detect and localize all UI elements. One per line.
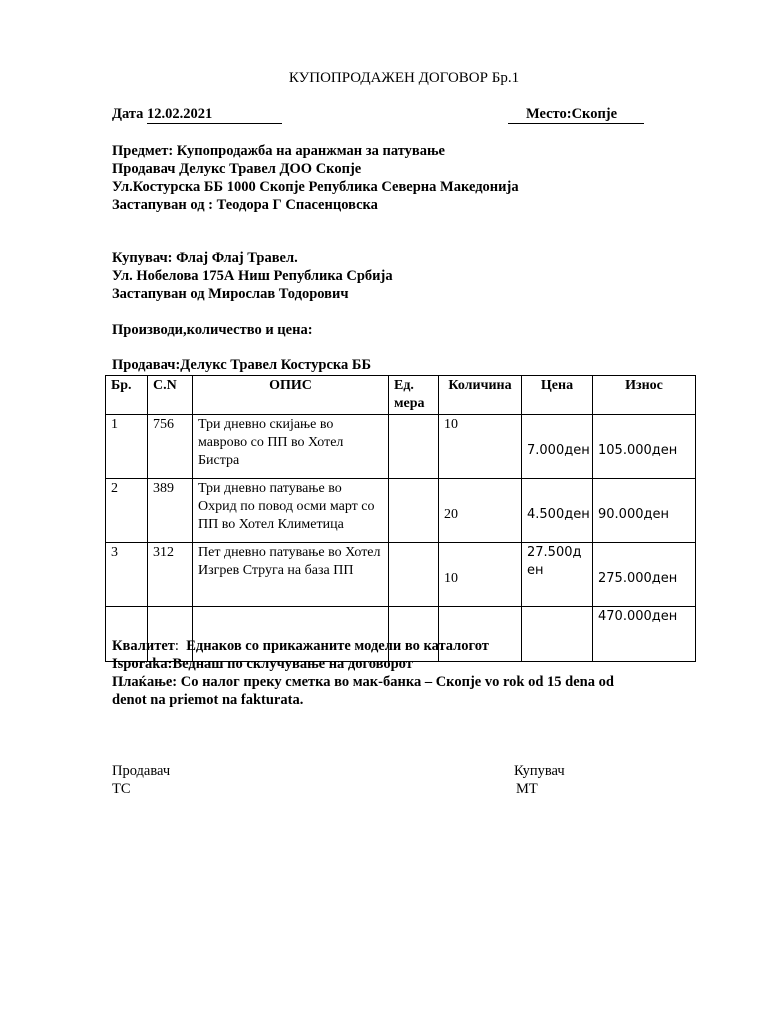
- buyer-signature-initials: МТ: [516, 781, 538, 797]
- header-description: ОПИС: [193, 376, 389, 415]
- place-label: Место:: [526, 106, 572, 122]
- header-no: Бр.: [106, 376, 148, 415]
- row-quantity: 20: [439, 479, 522, 543]
- seller-name: Продавач Делукс Травел ДОО Скопје: [112, 161, 362, 177]
- row-no: 1: [106, 415, 148, 479]
- buyer-signature-label: Купувач: [514, 763, 565, 779]
- delivery-label: Isporaka:: [112, 656, 173, 672]
- seller-signature-label: Продавач: [112, 763, 171, 779]
- seller-signature-initials: ТС: [112, 781, 131, 797]
- date-value: 12.02.2021: [147, 106, 282, 124]
- row-amount: 275.000ден: [593, 543, 696, 607]
- row-cn: 312: [148, 543, 193, 607]
- row-amount: 105.000ден: [593, 415, 696, 479]
- row-cn: 389: [148, 479, 193, 543]
- subject-line: Предмет: Купопродажба на аранжман за патување: [112, 143, 445, 159]
- row-price: 4.500ден: [522, 479, 593, 543]
- header-unit: Ед. мера: [389, 376, 439, 415]
- table-row: [106, 479, 696, 543]
- delivery-text: Веднаш по склучување на договорот: [172, 656, 413, 672]
- row-unit: [389, 415, 439, 479]
- row-quantity: 10: [439, 543, 522, 607]
- header-amount: Износ: [593, 376, 696, 415]
- payment-label: Плаќање:: [112, 674, 178, 690]
- row-unit: [389, 479, 439, 543]
- row-description: Три дневно патување во Охрид по повод осми март со ПП во Хотел Климетица: [193, 479, 389, 543]
- payment-text: Со налог преку сметка во мак-банка – Скопје vo rok od 15 dena od: [180, 674, 614, 690]
- seller-representative: Застапуван од : Теодора Г Спасенцовска: [112, 197, 378, 213]
- payment-line-2: denot na priemot na fakturata.: [112, 692, 304, 708]
- header-price: Цена: [522, 376, 593, 415]
- row-description: Три дневно скијање во маврово со ПП во Хотел Бистра: [193, 415, 389, 479]
- quality-line: Квалитет: Еднаков со прикажаните модели во каталогот: [112, 638, 489, 654]
- delivery-line: [112, 656, 413, 673]
- products-heading: Производи,количество и цена:: [112, 322, 313, 338]
- row-description: Пет дневно патување во Хотел Изгрев Струга на база ПП: [193, 543, 389, 607]
- row-cn: 756: [148, 415, 193, 479]
- row-price: 7.000ден: [522, 415, 593, 479]
- row-quantity: 10: [439, 415, 522, 479]
- place-value: Скопје: [571, 106, 618, 122]
- header-quantity: Количина: [439, 376, 522, 415]
- buyer-name: Купувач: Флај Флај Травел.: [112, 250, 298, 266]
- row-price: 27.500ден: [522, 543, 593, 607]
- table-row: [106, 543, 696, 607]
- table-header-row: [106, 376, 696, 415]
- header-cn: C.N: [148, 376, 193, 415]
- quality-label: Квалитет: [112, 638, 175, 654]
- row-no: 2: [106, 479, 148, 543]
- row-unit: [389, 543, 439, 607]
- place-row: [508, 106, 644, 124]
- row-no: 3: [106, 543, 148, 607]
- row-amount: 90.000ден: [593, 479, 696, 543]
- date-label: Дата: [112, 106, 144, 122]
- buyer-representative: Застапуван од Мирослав Тодорович: [112, 286, 349, 302]
- seller-address: Ул.Костурска ББ 1000 Скопје Република Северна Македонија: [112, 179, 519, 195]
- quality-text: Еднаков со прикажаните модели во каталогот: [186, 638, 489, 654]
- table-row: [106, 415, 696, 479]
- buyer-address: Ул. Нобелова 175А Ниш Република Србија: [112, 268, 393, 284]
- document-title: КУПОПРОДАЖЕН ДОГОВОР Бр.1: [288, 70, 520, 86]
- total-amount: 470.000ден: [593, 607, 696, 662]
- table-caption: Продавач:Делукс Травел Костурска ББ: [112, 357, 372, 373]
- products-table: [105, 375, 696, 662]
- date-row: [112, 106, 282, 124]
- payment-line: [112, 674, 614, 691]
